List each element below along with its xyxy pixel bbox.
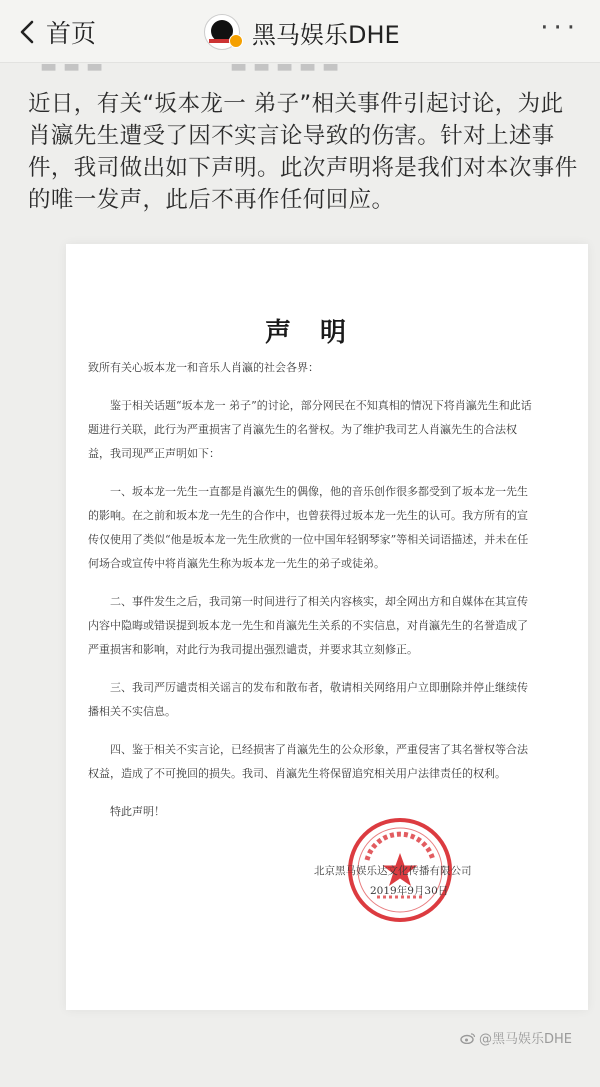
weibo-watermark [460, 1028, 572, 1047]
watermark-text: @黑马娱乐DHE [479, 1032, 572, 1047]
back-label: 首页 [46, 19, 97, 48]
verified-badge-icon [229, 34, 243, 48]
statement-paragraph: 鉴于相关话题“坂本龙一 弟子”的讨论，部分网民在不知真相的情况下将肖瀛先生和此话题进行关联，此行为严重损害了肖瀛先生的名誉权。为了维护我司艺人肖瀛先生的合法权益，我司现严正声明如下： [88, 399, 532, 460]
statement-paragraph: 一、坂本龙一先生一直都是肖瀛先生的偶像，他的音乐创作很多都受到了坂本龙一先生的影响。在之前和坂本龙一先生的合作中，也曾获得过坂本龙一先生的认可。我方所有的宣传仅使用了类似“他是坂本龙一先生欣赏的一位中国年轻钢琴家”等相关词语描述，并未在任何场合或宣传中将肖瀛先生称为坂本龙一先生的弟子或徒弟。 [88, 485, 529, 570]
company-name: 北京黑马娱乐达文化传播有限公司 [314, 865, 472, 877]
statement-date: 2019年9月30日 [370, 885, 449, 897]
statement-paragraph: 四、鉴于相关不实言论，已经损害了肖瀛先生的公众形象，严重侵害了其名誉权等合法权益，造成了不可挽回的损失。我司、肖瀛先生将保留追究相关用户法律责任的权利。 [88, 743, 528, 780]
top-nav-bar [0, 0, 600, 63]
chevron-left-icon [14, 18, 42, 46]
back-button[interactable] [14, 12, 96, 52]
statement-title: 声 明 [265, 318, 357, 348]
statement-salutation: 致所有关心坂本龙一和音乐人肖瀛的社会各界： [88, 361, 319, 374]
statement-paragraph: 二、事件发生之后，我司第一时间进行了相关内容核实，却全网出方和自媒体在其宣传内容中隐晦或错误提到坂本龙一先生和肖瀛先生关系的不实信息，对肖瀛先生的名誉造成了严重损害和影响，对此行为我司提出强烈谴责，并要求其立刻修正。 [88, 595, 528, 656]
statement-paragraph: 三、我司严厉谴责相关谣言的发布和散布者，敬请相关网络用户立即删除并停止继续传播相关不实信息。 [88, 681, 528, 718]
weibo-icon [460, 1032, 476, 1044]
scrolled-text-remnant: ▬▬▬ ▬▬▬▬▬ [40, 62, 346, 77]
statement-body [88, 356, 538, 838]
more-options-icon[interactable]: ··· [540, 13, 580, 43]
post-intro-text: 近日，有关“坂本龙一 弟子”相关事件引起讨论，为此肖瀛先生遭受了因不实言论导致的伤害。针对上述事件，我司做出如下声明。此次声明将是我们对本次事件的唯一发声，此后不再作任何回应。 [28, 91, 578, 213]
account-name[interactable]: 黑马娱乐DHE [252, 20, 400, 49]
statement-closing: 特此声明！ [110, 805, 165, 818]
